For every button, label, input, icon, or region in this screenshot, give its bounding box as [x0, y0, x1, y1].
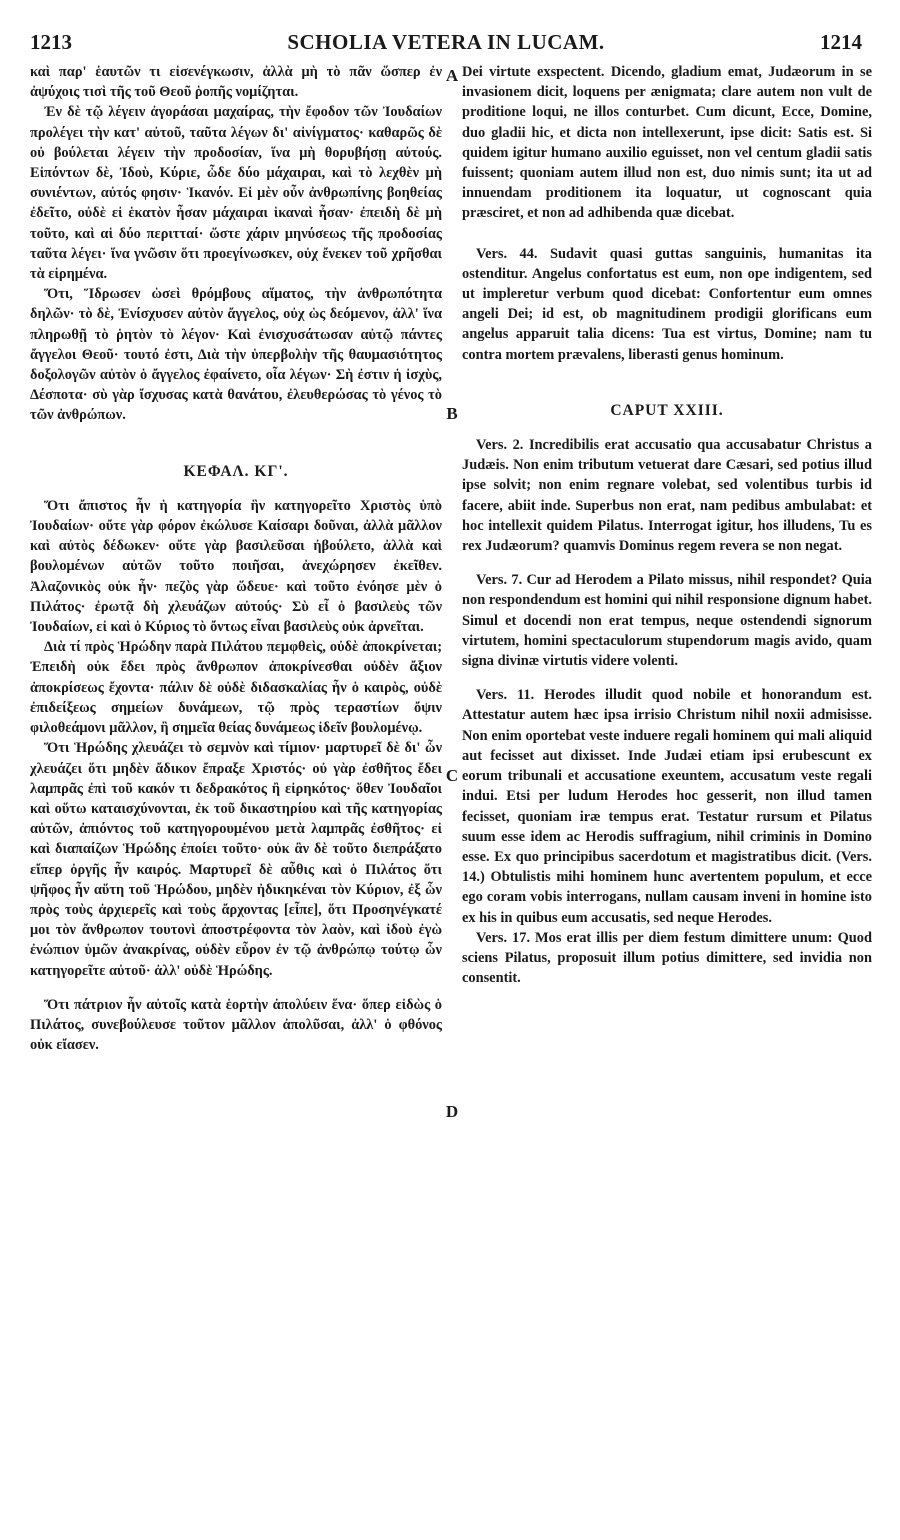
latin-paragraph: Vers. 2. Incredibilis erat accusatio qua accusabatur Christus a Judæis. Non enim tributum vetuerat dare Cæsari, sed potius illud ipse solvit; non enim regnare volebat, sed volentibus turbis id facere, abiit inde. Superbus non erat, nam pedibus ambulabat: et hoc intellexit quidem Pilatus. Interrogat igitur, hos illudens, Tu es rex Judæorum? quamvis Dominus regem revera se non negat.	[462, 437, 872, 555]
right-page-number: 1214	[820, 30, 862, 54]
greek-paragraph: Ὅτι Ἡρώδης χλευάζει τὸ σεμνὸν καὶ τίμιον· μαρτυρεῖ δὲ δι' ὧν χλευάζει ὅτι μηδὲν ἄδικον ἔπραξε Χριστός· οὐ γὰρ ἐσθῆτος ἔδει λαμπρᾶς ἐπὶ τοῦ κακόν τι δεδρακότος ἢ εἰρηκότος· ὅθεν Ἰουδαῖοι καὶ οὕτω καταισχύνονται, ἐκ τοῦ δικαστηρίου καὶ τῆς κατηγορίας αὐτῶν, ἀπιόντος τοῦ κατηγορουμένου μετὰ λαμπρᾶς ἐσθῆτος· εἰ καὶ διαπαίζων Ἡρώδης ἐποίει τοῦτο· οὐκ ἂν δὲ τοῦτο διεπράξατο εἴπερ ὀργῆς ἦν καιρός. Μαρτυρεῖ δὲ αὖθις καὶ ὁ Πιλάτος ὅτι ψῆφος ἦν αὕτη τοῦ Ἡρώδου, μηδὲν ἠδικηκέναι τὸν Κύριον, ἐξ ὧν πρὸς τοὺς ἀρχιερεῖς καὶ τοὺς ἄρχοντας [εἶπε], ὅτι Προσηνέγκατέ μοι τὸν ἄνθρωπον τουτονὶ ἀποστρέφοντα τὸν λαὸν, καὶ ἰδοὺ ἐγὼ ἐνώπιον ὑμῶν ἀνακρίνας, οὐδὲν εὗρον ἐν τῷ ἀνθρώπῳ τούτῳ ὧν κατηγορεῖτε αὐτοῦ· ἀλλ' οὐδὲ Ἡρώδης.	[30, 740, 442, 979]
latin-paragraph: Vers. 44. Sudavit quasi guttas sanguinis, humanitas ita ostenditur. Angelus confortatus est eum, non ope indigentem, sed ut impleretur verbum quod dicebat: Confortentur eum omnes angeli Dei; id est, ob magnitudinem prodigii glorificans eum angelus apparuit talia dicens: Tua est virtus, Domine; nam tu contra mortem prævalens, liberasti genus hominum.	[462, 245, 872, 363]
section-marker-c: C	[445, 766, 459, 785]
greek-paragraph: Ἐν δὲ τῷ λέγειν ἀγοράσαι μαχαίρας, τὴν ἔφοδον τῶν Ἰουδαίων προλέγει τὴν κατ' αὐτοῦ, ταῦτα λέγων δι' αἰνίγματος· καθαρῶς δὲ οὐ βούλεται λέγειν τὴν προδοσίαν, ἵνα μὴ θορυβήσῃ αὐτούς. Εἰπόντων δὲ, Ἰδοὺ, Κύριε, ὧδε δύο μάχαιραι, καὶ τὸ λεχθὲν μὴ συνιέντων, αὐτός φησιν· Ἱκανόν. Εἰ μὲν οὖν ἀνθρωπίνης βοηθείας ἐδεῖτο, οὐδὲ εἰ ἑκατὸν ἦσαν μάχαιραι ἱκαναὶ ἦσαν· ἐπειδὴ δὲ μὴ τοῦτο, καὶ αἱ δύο περιτταί· ὥστε χάριν μηνύσεως τῆς προδοσίας ταῦτα λέγει· ἵνα γνῶσιν ὅτι προεγίνωσκεν, οὐχ ἔνεκεν τοῦ χρῆσθαι τὰ εἰρημένα.	[30, 104, 442, 283]
greek-paragraph: Ὅτι ἄπιστος ἦν ἡ κατηγορία ἣν κατηγορεῖτο Χριστὸς ὑπὸ Ἰουδαίων· οὔτε γὰρ φόρον ἐκώλυσε Καίσαρι δοῦναι, ἀλλὰ μᾶλλον καὶ αὐτὸς δέδωκεν· οὔτε γὰρ βασιλεῦσαι ἠβούλετο, ἀλλὰ καὶ βουλομένων αὐτῶν τοῦτο ποιῆσαι, ἀνεχώρησεν ἐκεῖθεν. Ἀλαζονικὸς οὐκ ἦν· πεζὸς γὰρ ὥδευε· καὶ τοῦτο ἐνόησε μὲν ὁ Πιλάτος· ἐρωτᾷ δὴ χλευάζων αὐτούς· Σὺ εἶ ὁ βασιλεὺς τῶν Ἰουδαίων, εἰ καὶ ὁ Κύριος τὸ ὄντως εἶναι βασιλεὺς οὐκ ἀρνεῖται.	[30, 497, 442, 636]
latin-paragraph: Dei virtute exspectent. Dicendo, gladium emat, Judæorum in se invasionem dicit, loquens per ænigmata; clare autem non vult de proditione loqui, ne illos conturbet. Cum dicunt, Ecce, Domine, duo gladii hic, et dicta non intellexerunt, ipse dicit: Satis est. Si quidem igitur humano auxilio eguisset, non vel centum gladii satis fuissent; quoniam autem illud non est, duo nimis sunt; ita ut ad innuendam proditionem ita loquatur, ut cognoscant quia præsciret, et non ad adhibenda quæ dicebat.	[462, 64, 872, 222]
greek-paragraph: Διὰ τί πρὸς Ἡρώδην παρὰ Πιλάτου πεμφθεὶς, οὐδὲ ἀποκρίνεται; Ἐπειδὴ οὐκ ἔδει πρὸς ἄνθρωπον ἀποκρίνεσθαι οὐδὲν ἄξιον ἀποκρίσεως ἔχοντα· πάλιν δὲ οὐδὲ διδασκαλίας ἦν ὁ καιρὸς, οὐδὲ ἐπιδείξεως σημείων δυνάμεων, τῷ πρὸς τεραστίων ὄψιν φιλοθεάμονι μᾶλλον, ἢ σημεῖα θείας δυνάμεως ἰδεῖν βουλομένῳ.	[30, 639, 442, 737]
greek-paragraph: Ὅτι πάτριον ἦν αὐτοῖς κατὰ ἑορτὴν ἀπολύειν ἕνα· ὅπερ εἰδὼς ὁ Πιλάτος, συνεβούλευσε τοῦτον μᾶλλον ἀπολῦσαι, ἀλλ' ὁ φθόνος οὐκ εἴασεν.	[30, 996, 442, 1054]
greek-chapter-heading: ΚΕΦΑΛ. ΚΓ'.	[183, 462, 289, 480]
section-marker-b: B	[446, 404, 458, 423]
section-marker-d: D	[445, 1102, 459, 1121]
greek-paragraph: καὶ παρ' ἑαυτῶν τι εἰσενέγκωσιν, ἀλλὰ μὴ τὸ πᾶν ὥσπερ ἐν ἀψύχοις τισὶ τῆς τοῦ Θεοῦ ῥοπῆς νομίζηται.	[30, 64, 442, 101]
greek-paragraph: Ὅτι, Ἵδρωσεν ὡσεὶ θρόμβους αἵματος, τὴν ἀνθρωπότητα δηλῶν· τὸ δὲ, Ἐνίσχυσεν αὐτὸν ἄγγελος, οὐχ ὡς δεόμενον, ἀλλ' ἵνα πληρωθῇ τὸ ῥητὸν τὸ λέγον· Καὶ ἐνισχυσάτωσαν αὐτῷ πάντες ἄγγελοι Θεοῦ· τουτό ἐστι, Διὰ τὴν ὑπερβολὴν τῆς θαυμασιότητος δοξολογῶν αὐτὸν ὁ ἄγγελος ἐφαίνετο, οἷα λέγων· Σὴ ἐστιν ἡ ἰσχὺς, Δέσποτα· σὺ γὰρ ἴσχυσας κατὰ θανάτου, ἐλευθερώσας τὸ γένος τὸ τῶν ἀνθρώπων.	[30, 286, 442, 424]
latin-chapter-heading: CAPUT XXIII.	[610, 401, 724, 419]
left-page-number: 1213	[30, 30, 72, 54]
running-title: SCHOLIA VETERA IN LUCAM.	[287, 30, 605, 54]
latin-column	[462, 62, 872, 988]
latin-paragraph: Vers. 11. Herodes illudit quod nobile et honorandum est. Attestatur autem hæc ipsa irrisio Christum nihil noxii admisisse. Non enim oportebat veste induere regali hominem qui mali aliquid aut fecisset aut dixisset. Inde Judæi etiam ipsi erubescunt ex eorum tribunali et accusatione exeuntem, accusatum veste regali indui. Etsi per ludum Herodes hoc gesserit, non illud tamen fecisset, quoniam iræ tempus erat. Testatur rursum et Pilatus suum esse idem ac Herodis suffragium, nihil criminis in Domino esse. Ex quo principibus sacerdotum et magistratibus dicit. (Vers. 14.) Obtulistis mihi hominem hunc avertentem populum, et ecce ego coram vobis interrogans, nullam causam inveni in homine isto ex his in quibus eum accusatis, sed neque Herodes.	[462, 687, 872, 926]
latin-paragraph: Vers. 7. Cur ad Herodem a Pilato missus, nihil respondet? Quia non respondendum est homini qui nihil responsione dignum habet. Simul et docendi non erat tempus, neque ostendendi signorum virtutem, homini spectaculorum stupendorum magis avido, quam signa divinæ virtutis videre volenti.	[462, 572, 872, 670]
section-marker-a: A	[445, 66, 459, 85]
latin-paragraph: Vers. 17. Mos erat illis per diem festum dimittere unum: Quod sciens Pilatus, proposuit illum potius dimittere, sed invidia non consentit.	[462, 929, 872, 987]
page-header	[30, 30, 862, 64]
greek-column	[30, 62, 442, 1055]
